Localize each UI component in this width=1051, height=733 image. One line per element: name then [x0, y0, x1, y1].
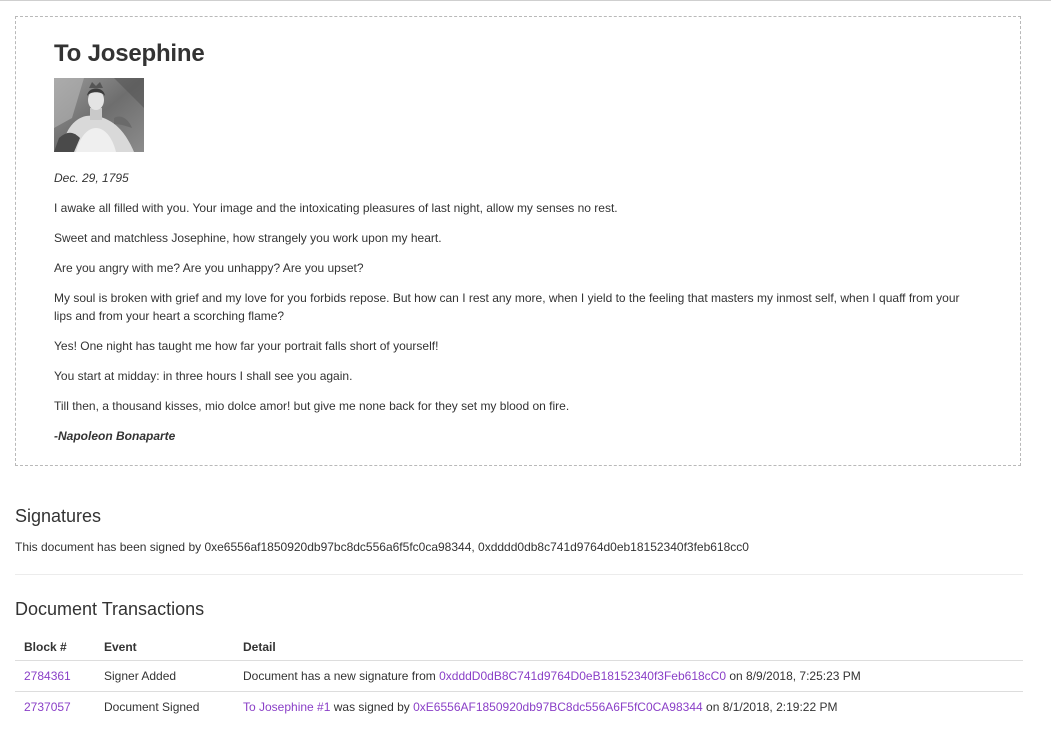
top-divider	[0, 0, 1051, 1]
detail-date: on 8/9/2018, 7:25:23 PM	[726, 669, 861, 683]
block-link[interactable]: 2737057	[24, 700, 71, 714]
portrait-image	[54, 78, 144, 152]
table-row	[15, 692, 1023, 723]
event-cell: Signer Added	[95, 661, 234, 692]
transactions-heading: Document Transactions	[15, 599, 205, 619]
detail-text: was signed by	[330, 700, 414, 714]
event-cell: Document Signed	[104, 700, 200, 714]
detail-cell	[234, 692, 1023, 723]
detail-date: on 8/1/2018, 2:19:22 PM	[702, 700, 838, 714]
block-cell	[15, 692, 95, 723]
letter-card	[15, 16, 1021, 466]
section-divider	[15, 574, 1023, 575]
letter-paragraph: Are you angry with me? Are you unhappy? Are you upset?	[54, 261, 364, 275]
letter-paragraph: Till then, a thousand kisses, mio dolce amor! but give me none back for they set my blood on fire.	[54, 399, 570, 413]
signatures-text: This document has been signed by 0xe6556af1850920db97bc8dc556a6f5fc0ca98344, 0xdddd0db8c741d9764d0eb18152340f3feb618cc0	[15, 540, 749, 554]
letter-paragraph: I awake all filled with you. Your image and the intoxicating pleasures of last night, allow my senses no rest.	[54, 201, 618, 215]
table-row	[15, 661, 1023, 692]
column-header-event: Event	[95, 634, 234, 661]
letter-title: To Josephine	[54, 40, 205, 67]
letter-date: Dec. 29, 1795	[54, 171, 129, 185]
signatures-heading: Signatures	[15, 506, 102, 526]
detail-text: Document has a new signature from	[243, 669, 440, 683]
detail-cell	[234, 661, 1023, 692]
letter-paragraph: You start at midday: in three hours I shall see you again.	[54, 369, 353, 383]
address-link[interactable]: 0xE6556AF1850920db97BC8dc556A6F5fC0CA98344	[413, 700, 703, 714]
letter-paragraph: Sweet and matchless Josephine, how strangely you work upon my heart.	[54, 231, 442, 245]
table-header-row	[15, 634, 1023, 661]
transactions-table	[15, 634, 1023, 722]
column-header-block: Block #	[15, 634, 95, 661]
letter-signature: -Napoleon Bonaparte	[54, 429, 176, 443]
block-cell	[15, 661, 95, 692]
document-link[interactable]: To Josephine #1	[243, 700, 331, 714]
block-link[interactable]: 2784361	[24, 669, 71, 683]
column-header-detail: Detail	[234, 634, 1023, 661]
letter-paragraph: Yes! One night has taught me how far your portrait falls short of yourself!	[54, 339, 439, 353]
address-link[interactable]: 0xdddD0dB8C741d9764D0eB18152340f3Feb618cC0	[439, 669, 727, 683]
letter-paragraph: My soul is broken with grief and my love for you forbids repose. But how can I rest any more, when I yield to the feeling that masters my inmost self, when I quaff from your lips and from your heart a scorching flame?	[54, 291, 960, 323]
